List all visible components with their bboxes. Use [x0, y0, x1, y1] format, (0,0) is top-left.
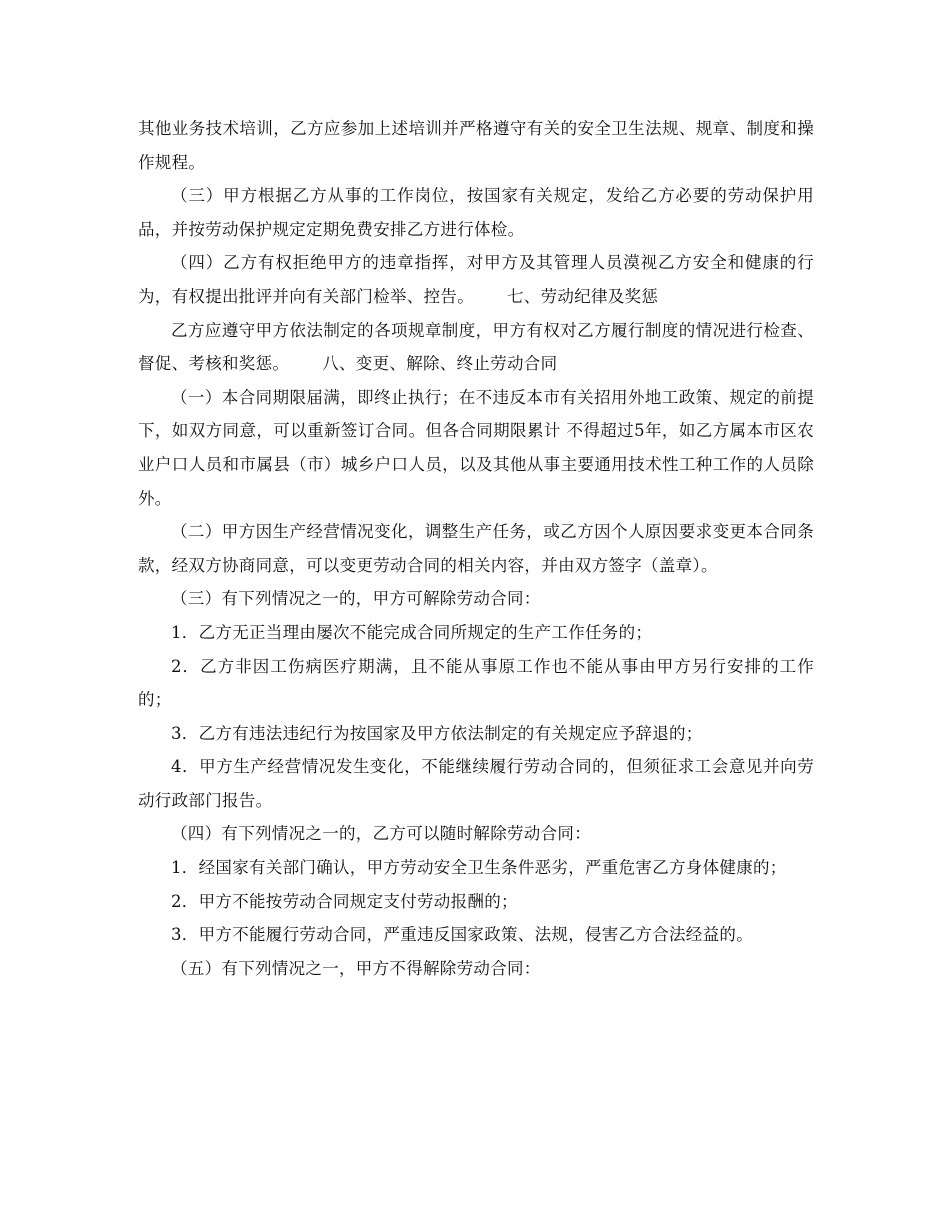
list-item — [138, 717, 814, 751]
paragraph-text: 2．甲方不能按劳动合同规定支付劳动报酬的； — [171, 891, 518, 911]
paragraph-text: （一）本合同期限届满，即终止执行；在不违反本市有关招用外地工政策、规定的前提下，如双方同意，可以重新签订合同。但各合同期限累计 不得超过5年，如乙方属本市区农业户口人员和市属县（市）城乡户口人员，以及其他从事主要通用技术性工种工作的人员除外。 — [138, 387, 814, 508]
paragraph-text: （五）有下列情况之一，甲方不得解除劳动合同： — [171, 958, 541, 978]
paragraph-text: （三）甲方根据乙方从事的工作岗位，按国家有关规定，发给乙方必要的劳动保护用品，并按劳动保护规定定期免费安排乙方进行体检。 — [138, 186, 814, 239]
paragraph-text: 其他业务技术培训，乙方应参加上述培训并严格遵守有关的安全卫生法规、规章、制度和操作规程。 — [138, 119, 814, 172]
paragraph-protective-equipment — [138, 179, 814, 246]
paragraph-text: （三）有下列情况之一的，甲方可解除劳动合同： — [171, 589, 541, 609]
paragraph-text: 3．乙方有违法违纪行为按国家及甲方依法制定的有关规定应予辞退的； — [171, 723, 703, 743]
paragraph-text: （二）甲方因生产经营情况变化，调整生产任务，或乙方因个人原因要求变更本合同条款，经双方协商同意，可以变更劳动合同的相关内容，并由双方签字（盖章）。 — [138, 522, 814, 575]
paragraph-no-termination-conditions — [138, 952, 814, 986]
list-item — [138, 885, 814, 919]
paragraph-text: 乙方应遵守甲方依法制定的各项规章制度，甲方有权对乙方履行制度的情况进行检查、督促、考核和奖惩。 — [138, 320, 814, 374]
paragraph-rules-compliance — [138, 314, 814, 381]
list-item — [138, 918, 814, 952]
list-item — [138, 650, 814, 717]
paragraph-text: 1．经国家有关部门确认，甲方劳动安全卫生条件恶劣，严重危害乙方身体健康的； — [171, 858, 787, 878]
paragraph-employer-terminate-conditions — [138, 582, 814, 616]
paragraph-text: 3．甲方不能履行劳动合同，严重违反国家政策、法规，侵害乙方合法经益的。 — [171, 925, 753, 945]
paragraph-text: 1．乙方无正当理由屡次不能完成合同所规定的生产工作任务的； — [171, 622, 653, 642]
paragraph-contract-expiry — [138, 381, 814, 515]
paragraph-contract-modify — [138, 515, 814, 582]
list-item — [138, 851, 814, 885]
paragraph-text: 2．乙方非因工伤病医疗期满，且不能从事原工作也不能从事由甲方另行安排的工作的； — [138, 656, 814, 710]
list-item — [138, 616, 814, 650]
document-body — [138, 112, 814, 985]
paragraph-refuse-violation — [138, 246, 814, 313]
section-heading-discipline: 七、劳动纪律及奖惩 — [507, 286, 659, 306]
paragraph-employee-terminate-conditions — [138, 817, 814, 851]
paragraph-text: （四）有下列情况之一的，乙方可以随时解除劳动合同： — [171, 824, 591, 844]
paragraph-text: 4．甲方生产经营情况发生变化，不能继续履行劳动合同的，但须征求工会意见并向劳动行政部门报告。 — [138, 757, 814, 810]
list-item — [138, 750, 814, 817]
paragraph-text: （四）乙方有权拒绝甲方的违章指挥，对甲方及其管理人员漠视乙方安全和健康的行为，有权提出批评并向有关部门检举、控告。 — [138, 253, 814, 306]
paragraph-training — [138, 112, 814, 179]
section-heading-contract-change: 八、变更、解除、终止劳动合同 — [322, 354, 558, 374]
